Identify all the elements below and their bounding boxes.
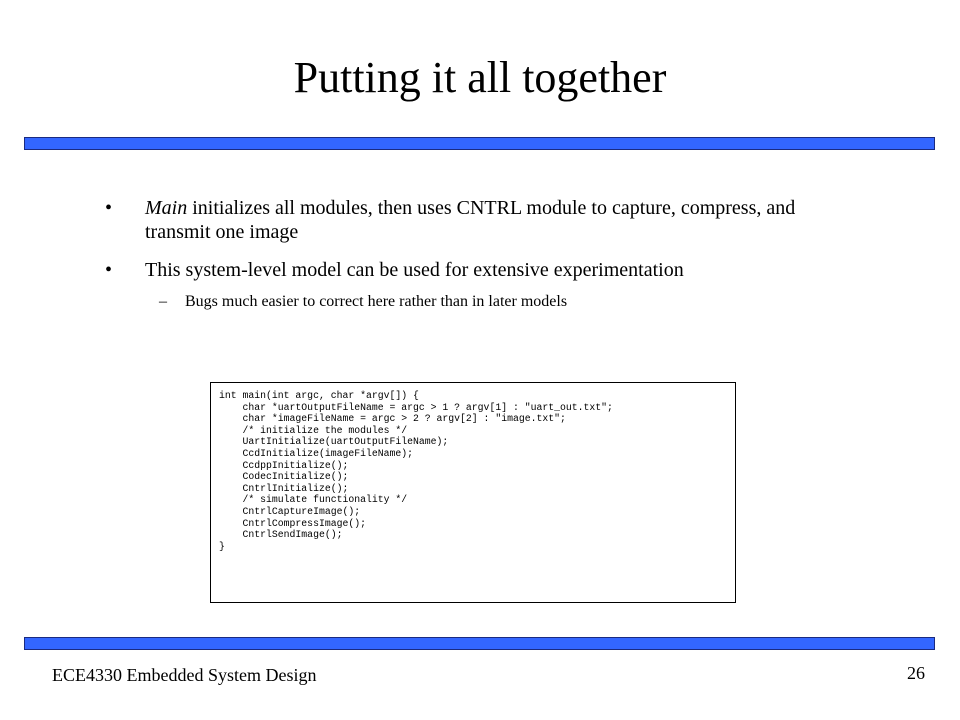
code-line: CodecInitialize(); [219, 471, 349, 483]
bottom-divider-bar [24, 637, 935, 650]
bullet-list [105, 196, 825, 312]
code-line: int main(int argc, char *argv[]) { [219, 390, 419, 401]
code-line: CntrlCompressImage(); [219, 517, 366, 529]
code-line: char *uartOutputFileName = argc > 1 ? argv[1] : "uart_out.txt"; [219, 401, 613, 413]
code-line: CcdInitialize(imageFileName); [219, 447, 414, 459]
code-line: CntrlCaptureImage(); [219, 505, 361, 517]
code-line: /* simulate functionality */ [219, 494, 408, 506]
code-line: char *imageFileName = argc > 2 ? argv[2] : "image.txt"; [219, 413, 566, 425]
page-number: 26 [907, 663, 925, 683]
bullet-text: initializes all modules, then uses CNTRL module to capture, compress, and transmit one image [145, 197, 796, 243]
bullet-item-model [105, 258, 825, 282]
bullet-dot-icon: • [105, 259, 113, 281]
code-line: CntrlSendImage(); [219, 529, 343, 541]
sub-bullet-item [105, 292, 825, 312]
code-line: UartInitialize(uartOutputFileName); [219, 436, 449, 448]
footer-course: ECE4330 Embedded System Design [52, 665, 317, 685]
bullet-emphasis: Main [145, 197, 188, 219]
code-listing [210, 382, 736, 603]
bullet-item-main [105, 196, 825, 244]
dash-icon: – [159, 293, 167, 310]
code-line: CntrlInitialize(); [219, 482, 349, 494]
bullet-text: This system-level model can be used for extensive experimentation [145, 259, 684, 281]
code-line: } [219, 540, 225, 552]
code-line: /* initialize the modules */ [219, 424, 408, 436]
slide-title: Putting it all together [293, 53, 667, 102]
code-line: CcdppInitialize(); [219, 459, 349, 471]
top-divider-bar [24, 137, 935, 150]
sub-bullet-text: Bugs much easier to correct here rather than in later models [185, 293, 568, 310]
bullet-dot-icon: • [105, 197, 113, 219]
